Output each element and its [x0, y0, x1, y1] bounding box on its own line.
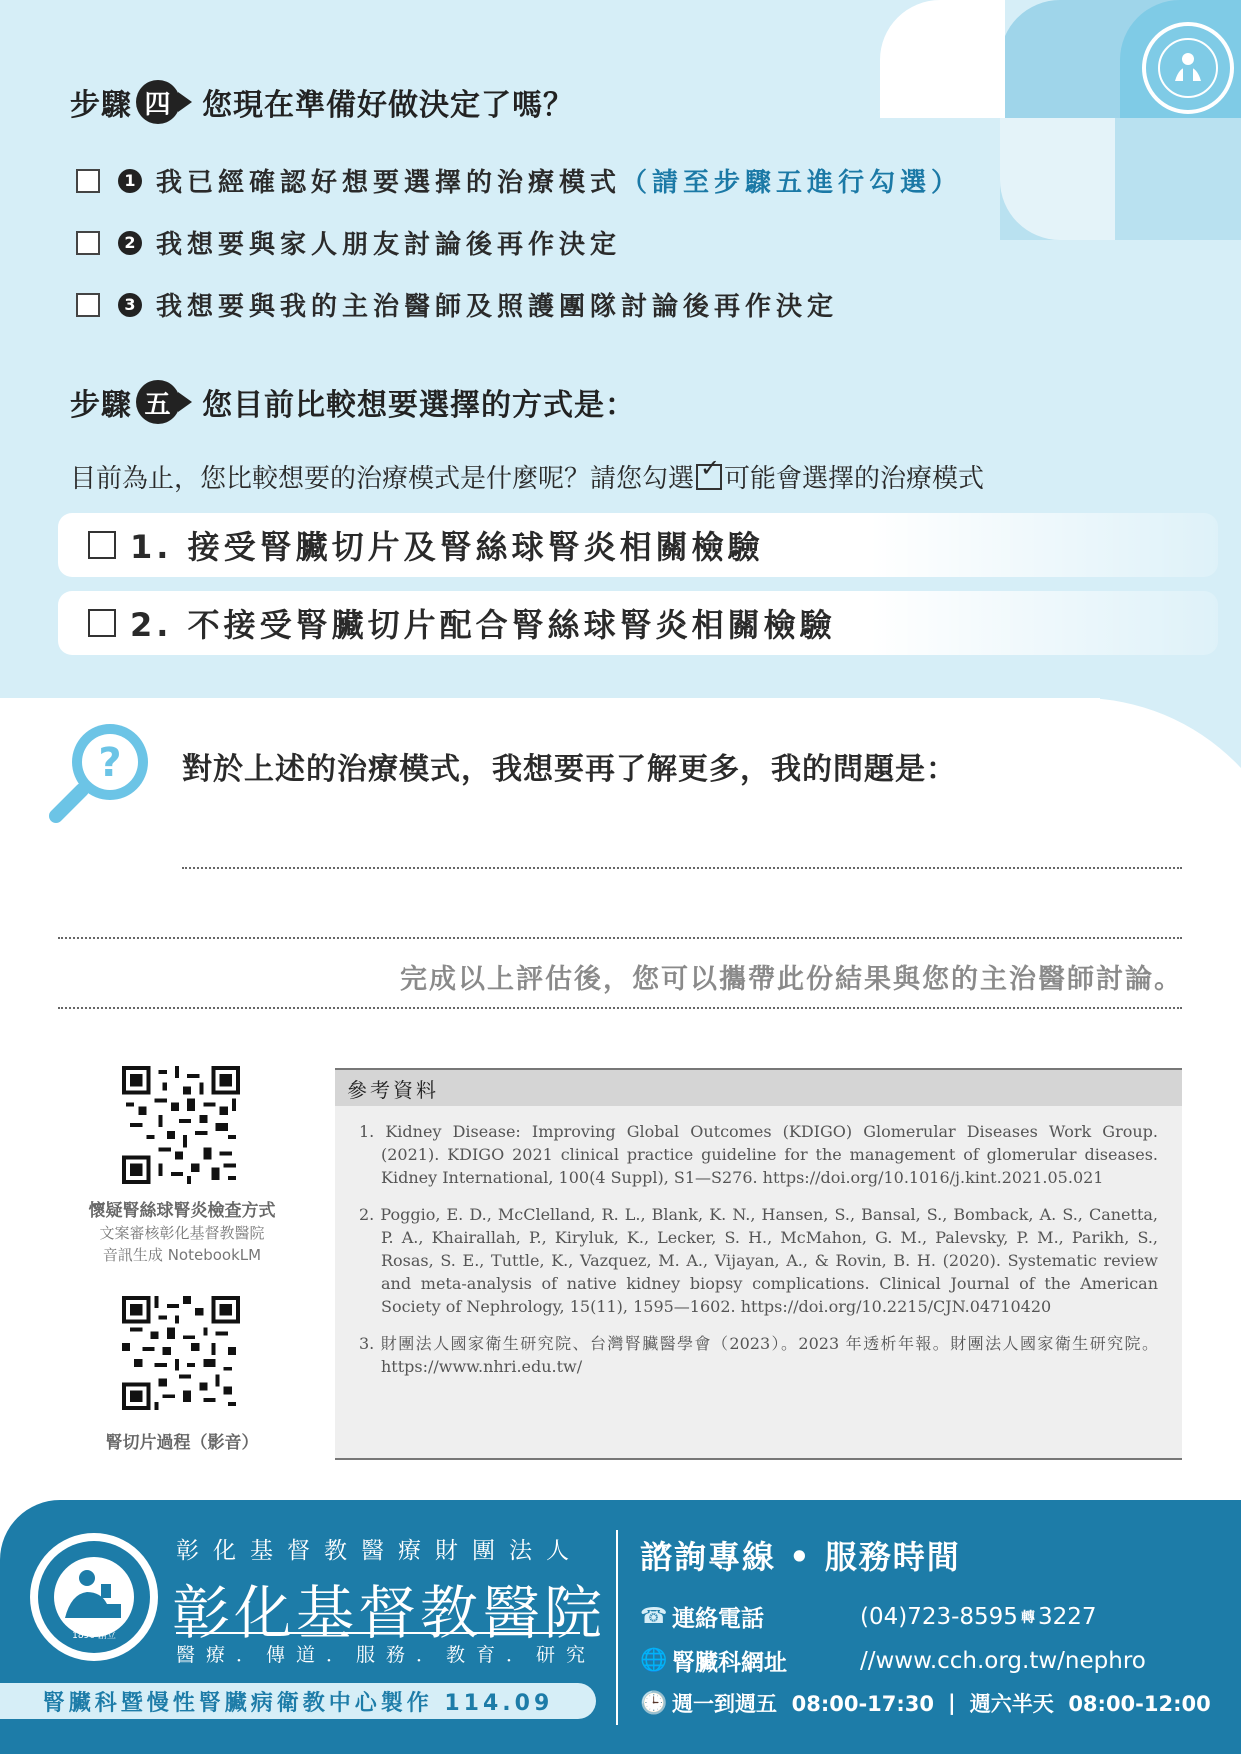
step5-label: 步驟 [70, 388, 132, 423]
qr-1-title: 懷疑腎絲球腎炎檢查方式 [88, 1201, 276, 1221]
corner-decoration [1000, 118, 1115, 240]
qr-2-caption: 腎切片過程（影音） [105, 1433, 259, 1453]
org-divider [176, 1632, 580, 1634]
step4-title: 您現在準備好做決定了嗎？ [202, 88, 574, 123]
choice-text: 1. 接受腎臟切片及腎絲球腎炎相關檢驗 [130, 528, 764, 566]
qr-code-1[interactable] [122, 1066, 240, 1184]
qr-1-line2: 文案審核彰化基督教醫院 [99, 1224, 265, 1242]
reference-item: 2. Poggio, E. D., McClelland, R. L., Blank, K. N., Hansen, S., Bansal, S., Bomback, A. S., Canetta, P. A., Khairallah, P., Kiryluk, K., Lecker, S. H., McMahon, G. M., Palevsky, P. M., Parikh, S., Rosas, S. E., Tuttle, K., Vazquez, M. A., Vijayan, A., & Rovin, B. H. (2020). Systematic review and meta-analysis of native kidney biopsy complications. Clinical Journal of the American Society of Nephrology, 15(11), 1595—1602. https://doi.org/10.2215/CJN.04710420 [359, 1205, 1158, 1316]
phone-label: 連絡電話 [672, 1606, 764, 1632]
option-text: 我已經確認好想要選擇的治療模式 [156, 168, 622, 198]
step4-heading [70, 80, 574, 124]
checkbox[interactable] [88, 609, 116, 637]
qr-1-caption [60, 1200, 304, 1266]
checkbox[interactable] [76, 231, 100, 255]
phone-row [640, 1600, 1097, 1633]
number-badge: 2 [118, 231, 142, 255]
instruction-post: 可能會選擇的治療模式 [724, 464, 985, 494]
footer-logo-icon [30, 1533, 158, 1661]
step4-label: 步驟 [70, 88, 132, 123]
answer-line[interactable] [182, 867, 1182, 869]
web-value[interactable]: //www.cch.org.tw/nephro [860, 1647, 1146, 1674]
footer-vertical-divider [616, 1530, 618, 1725]
choice-text: 2. 不接受腎臟切片配合腎絲球腎炎相關檢驗 [130, 606, 836, 644]
phone-ext: 3227 [1037, 1603, 1097, 1630]
qr-1-line3: 音訊生成 NotebookLM [102, 1246, 262, 1264]
magnifier-question-icon [46, 716, 158, 828]
option-text: 我想要與我的主治醫師及照護團隊討論後再作決定 [156, 292, 839, 322]
option-hint: （請至步驟五進行勾選） [621, 168, 963, 198]
step5-heading [70, 380, 636, 424]
hospital-logo-icon [1142, 22, 1234, 114]
step4-option-3[interactable] [76, 286, 838, 323]
choice-option-1[interactable] [58, 513, 1218, 577]
checkbox[interactable] [88, 531, 116, 559]
logo-year: 1896 創立 [72, 1631, 116, 1641]
divider [58, 937, 1182, 939]
phone-value[interactable]: (04)723-8595 [860, 1603, 1018, 1630]
clock-icon: 🕒 [640, 1690, 668, 1716]
step4-badge: 四 [136, 80, 180, 124]
hours-row [640, 1688, 1211, 1718]
org-subtitle: 彰化基督教醫療財團法人 [176, 1538, 583, 1564]
conclusion-text: 完成以上評估後，您可以攜帶此份結果與您的主治醫師討論。 [400, 964, 1183, 995]
divider [58, 1007, 1182, 1009]
step4-option-2[interactable] [76, 224, 621, 261]
references-heading: 參考資料 [335, 1068, 1182, 1106]
option-text: 我想要與家人朋友討論後再作決定 [156, 230, 622, 260]
org-mottos: 醫療．傳道．服務．教育．研究 [176, 1644, 597, 1666]
org-name: 彰化基督教醫院 [172, 1579, 607, 1647]
reference-item: 1. Kidney Disease: Improving Global Outcomes (KDIGO) Glomerular Diseases Work Group. (2021). KDIGO 2021 clinical practice guideline for the management of glomerular diseases. Kidney International, 100(4 Suppl), S1—S276. https://doi.org/10.1016/j.kint.2021.05.021 [359, 1122, 1158, 1187]
corner-decoration [880, 0, 1005, 118]
phone-icon: ☎ [640, 1604, 668, 1629]
step5-title: 您目前比較想要選擇的方式是： [202, 388, 636, 423]
web-label: 腎臟科網址 [672, 1650, 787, 1676]
step5-badge: 五 [136, 380, 180, 424]
hotline-title: 諮詢專線 • 服務時間 [640, 1538, 961, 1576]
web-row [640, 1644, 1146, 1677]
number-badge: 1 [118, 169, 142, 193]
producer-pill [0, 1683, 596, 1719]
step4-option-1[interactable] [76, 162, 962, 199]
instruction-pre: 目前為止，您比較想要的治療模式是什麼呢？請您勾選 [70, 464, 695, 494]
producer-text: 腎臟科暨慢性腎臟病衛教中心製作 114.09 [42, 1690, 554, 1716]
hours-weekday: 週一到週五 08:00-17:30 [672, 1692, 935, 1716]
checkbox[interactable] [76, 293, 100, 317]
choice-option-2[interactable] [58, 591, 1218, 655]
hours-separator: | [948, 1691, 956, 1715]
svg-text:?: ? [98, 740, 122, 786]
number-badge: 3 [118, 293, 142, 317]
checkbox[interactable] [76, 169, 100, 193]
hours-saturday: 週六半天 08:00-12:00 [969, 1692, 1211, 1716]
phone-ext-label: 轉 [1020, 1609, 1035, 1626]
globe-icon: 🌐 [640, 1648, 668, 1673]
reference-item: 3. 財團法人國家衛生研究院、台灣腎臟醫學會（2023）。2023 年透析年報。財團法人國家衛生研究院。https://www.nhri.edu.tw/ [359, 1334, 1158, 1376]
check-sample-icon: ✓ [696, 464, 722, 490]
step5-instruction [70, 453, 985, 495]
qr-code-2[interactable] [122, 1296, 240, 1410]
question-prompt: 對於上述的治療模式，我想要再了解更多，我的問題是： [182, 752, 957, 787]
references-box [335, 1068, 1182, 1460]
